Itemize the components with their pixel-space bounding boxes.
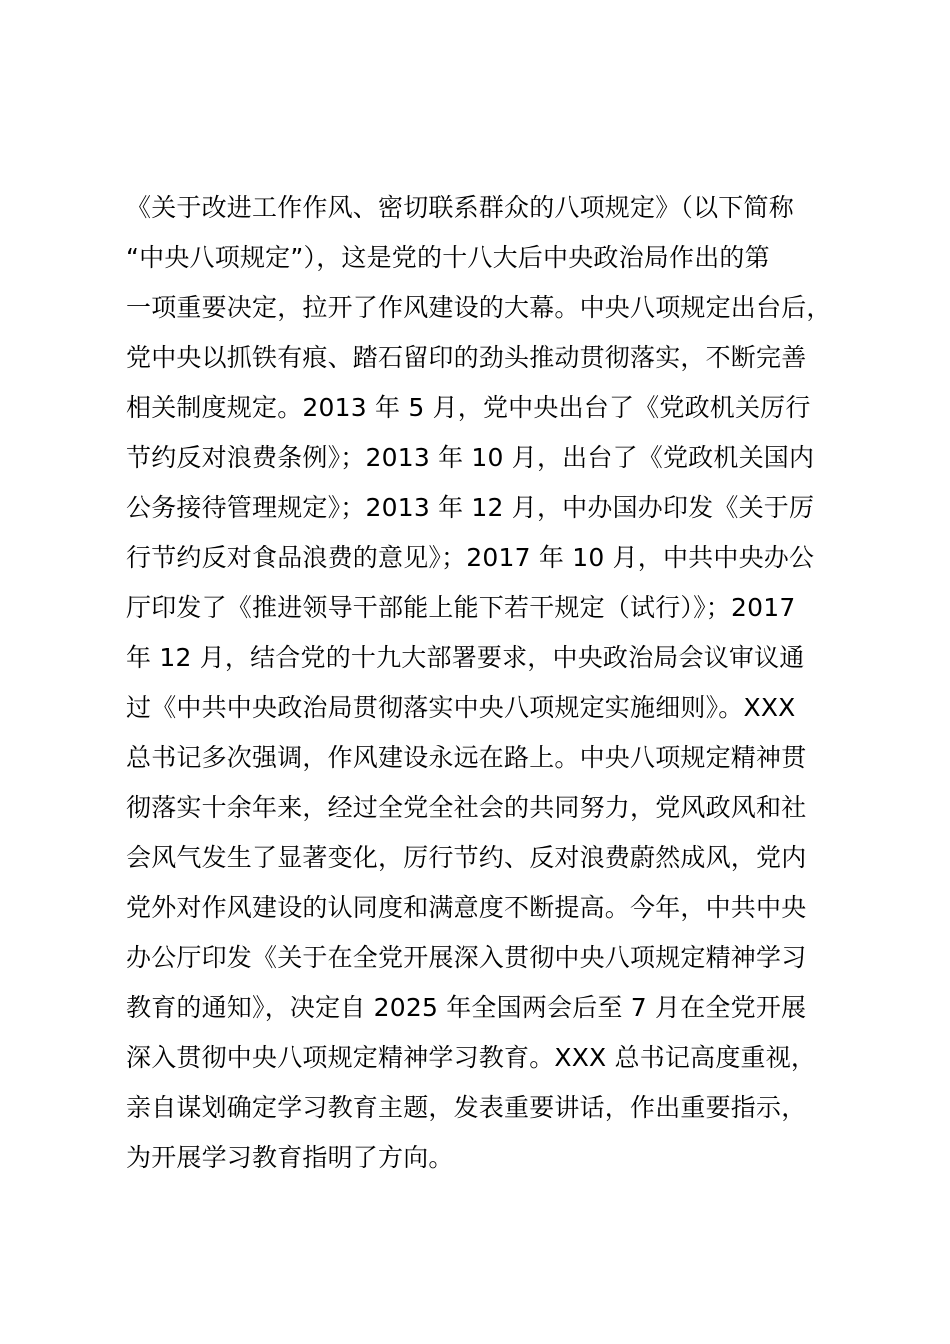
paragraph-line: 办公厅印发《关于在全党开展深入贯彻中央八项规定精神学习	[126, 943, 807, 972]
paragraph-line: 教育的通知》，决定自 2025 年全国两会后至 7 月在全党开展	[126, 993, 807, 1022]
paragraph-line: 总书记多次强调，作风建设永远在路上。中央八项规定精神贯	[126, 743, 807, 772]
paragraph-line: 一项重要决定，拉开了作风建设的大幕。中央八项规定出台后，	[126, 293, 832, 322]
paragraph-line: 彻落实十余年来，经过全党全社会的共同努力，党风政风和社	[126, 793, 807, 822]
paragraph-line: 党外对作风建设的认同度和满意度不断提高。今年，中共中央	[126, 893, 807, 922]
paragraph-line: 亲自谋划确定学习教育主题，发表重要讲话，作出重要指示，	[126, 1093, 807, 1122]
paragraph-line: 公务接待管理规定》；2013 年 12 月，中办国办印发《关于厉	[126, 493, 815, 522]
paragraph-line: 厅印发了《推进领导干部能上能下若干规定（试行）》；2017	[126, 593, 796, 622]
paragraph-line: 深入贯彻中央八项规定精神学习教育。XXX 总书记高度重视，	[126, 1043, 817, 1072]
paragraph-line: 行节约反对食品浪费的意见》；2017 年 10 月，中共中央办公	[126, 543, 815, 572]
paragraph-line: 会风气发生了显著变化，厉行节约、反对浪费蔚然成风，党内	[126, 843, 807, 872]
paragraph-line: 过《中共中央政治局贯彻落实中央八项规定实施细则》。XXX	[126, 693, 796, 722]
body-paragraph	[126, 183, 866, 1183]
paragraph-line: 相关制度规定。2013 年 5 月，党中央出台了《党政机关厉行	[126, 393, 811, 422]
paragraph-line: “中央八项规定”），这是党的十八大后中央政治局作出的第	[126, 243, 770, 272]
paragraph-line: 党中央以抓铁有痕、踏石留印的劲头推动贯彻落实，不断完善	[126, 343, 807, 372]
paragraph-line: 节约反对浪费条例》；2013 年 10 月，出台了《党政机关国内	[126, 443, 815, 472]
paragraph-line: 《关于改进工作作风、密切联系群众的八项规定》（以下简称	[126, 193, 794, 222]
paragraph-line: 年 12 月，结合党的十九大部署要求，中央政治局会议审议通	[126, 643, 805, 672]
paragraph-line: 为开展学习教育指明了方向。	[126, 1143, 454, 1172]
